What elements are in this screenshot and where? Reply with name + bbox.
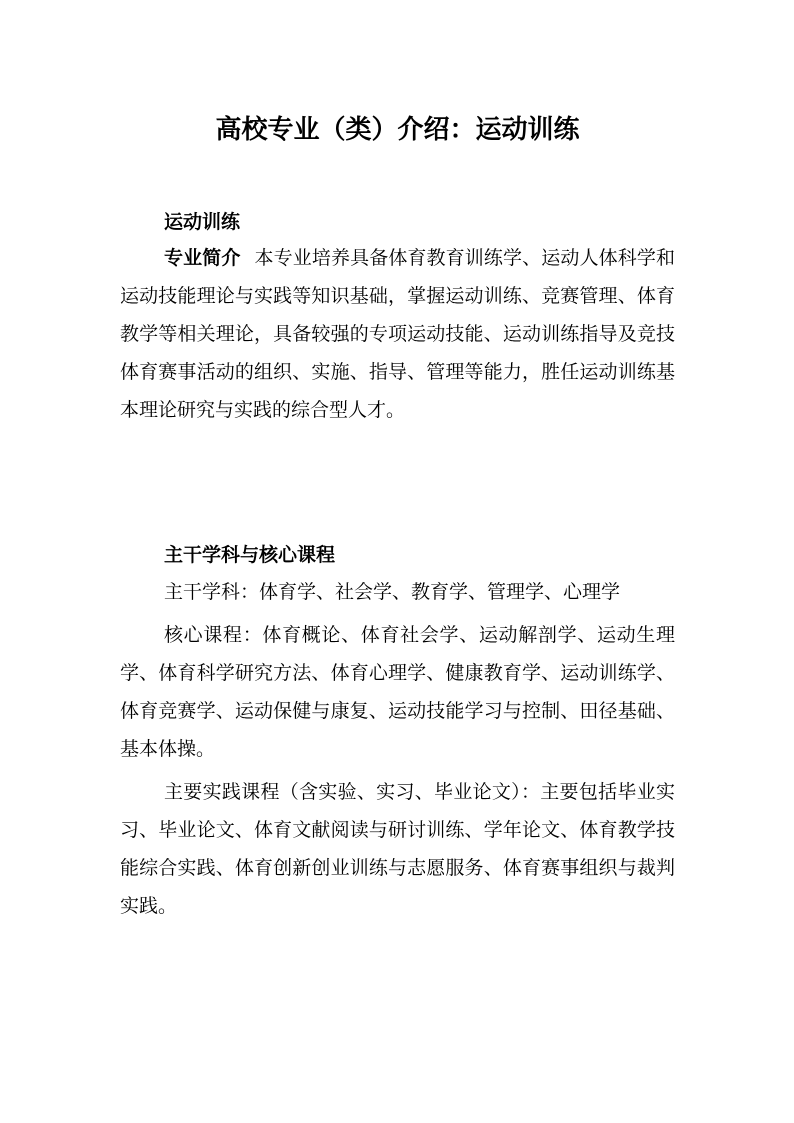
practice-courses-paragraph: 主要实践课程（含实验、实习、毕业论文）：主要包括毕业实习、毕业论文、体育文献阅读与研讨训练、学年论文、体育教学技能综合实践、体育创新创业训练与志愿服务、体育赛事组织与裁判实践。 (120, 781, 675, 917)
curriculum-heading: 主干学科与核心课程 (164, 544, 336, 566)
curriculum-section (120, 540, 675, 925)
major-section (120, 207, 675, 429)
main-disciplines-paragraph: 主干学科：体育学、社会学、教育学、管理学、心理学 (164, 581, 621, 603)
major-name-heading: 运动训练 (164, 211, 241, 233)
major-intro-paragraph (120, 239, 675, 429)
major-intro-text: 本专业培养具备体育教育训练学、运动人体科学和运动技能理论与实践等知识基础，掌握运动训练、竞赛管理、体育教学等相关理论，具备较强的专项运动技能、运动训练指导及竞技体育赛事活动的组织、实施、指导、管理等能力，胜任运动训练基本理论研究与实践的综合型人才。 (120, 247, 675, 421)
core-courses-paragraph: 核心课程：体育概论、体育社会学、运动解剖学、运动生理学、体育科学研究方法、体育心理学、健康教育学、运动训练学、体育竞赛学、运动保健与康复、运动技能学习与控制、田径基础、基本体操。 (120, 624, 675, 760)
major-intro-label: 专业简介 (164, 247, 241, 269)
document-title: 高校专业（类）介绍：运动训练 (215, 115, 580, 145)
